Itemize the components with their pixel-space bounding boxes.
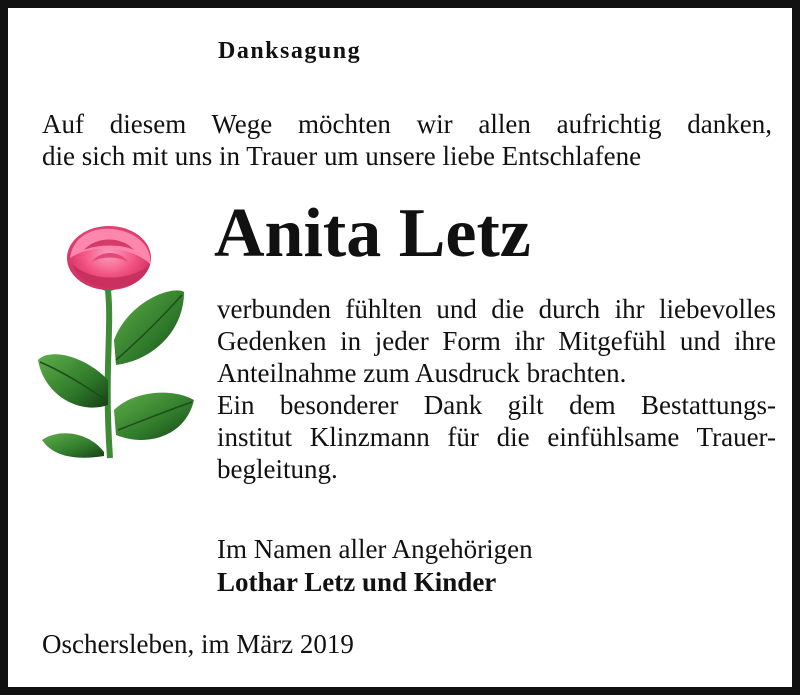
body-line: Ein besonderer Dank gilt dem Bestattungs-: [217, 390, 776, 420]
intro-paragraph: [42, 108, 772, 172]
body-paragraph: [217, 293, 776, 485]
deceased-name: Anita Letz: [214, 195, 531, 272]
signoff-names: Lothar Letz und Kinder: [217, 567, 497, 597]
body-line: institut Klinzmann für die einfühlsame Trauer-: [217, 422, 776, 452]
notice-heading: Danksagung: [218, 38, 362, 64]
body-line: Gedenken in jeder Form ihr Mitgefühl und ihre: [217, 326, 776, 356]
place-date: Oschersleben, im März 2019: [42, 629, 354, 659]
pink-rose-icon: [34, 220, 204, 460]
body-line: verbunden fühlten und die durch ihr liebevolles: [217, 294, 776, 324]
signoff: [217, 533, 533, 599]
signoff-intro: Im Namen aller Angehörigen: [217, 534, 533, 564]
intro-line: Auf diesem Wege möchten wir allen aufrichtig danken,: [42, 109, 772, 139]
intro-line: die sich mit uns in Trauer um unsere liebe Entschlafene: [42, 141, 642, 171]
body-line: begleitung.: [217, 454, 338, 484]
body-line: Anteilnahme zum Ausdruck brachten.: [217, 358, 627, 388]
